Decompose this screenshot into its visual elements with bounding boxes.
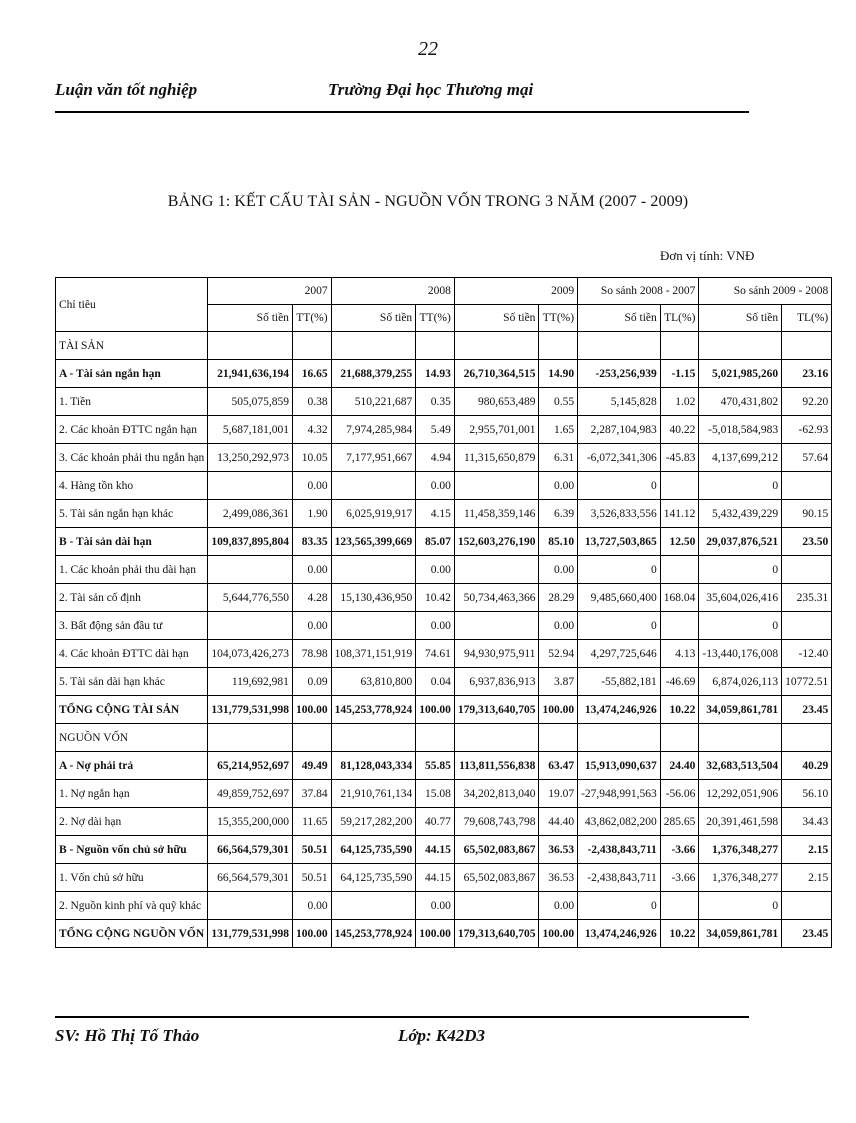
table-cell: 6.39 xyxy=(539,500,578,528)
table-cell: 0.00 xyxy=(292,892,331,920)
table-cell: 0.00 xyxy=(416,472,455,500)
asset-capital-table xyxy=(55,277,832,948)
table-cell: 152,603,276,190 xyxy=(454,528,539,556)
table-cell: 65,502,083,867 xyxy=(454,836,539,864)
table-cell: 0 xyxy=(578,556,661,584)
section-label: NGUỒN VỐN xyxy=(56,724,208,752)
table-row xyxy=(56,500,832,528)
table-cell xyxy=(331,724,416,752)
table-cell: 1,376,348,277 xyxy=(699,864,782,892)
table-cell: 2,955,701,001 xyxy=(454,416,539,444)
table-row xyxy=(56,920,832,948)
table-cell: 123,565,399,669 xyxy=(331,528,416,556)
table-cell: 85.10 xyxy=(539,528,578,556)
table-cell: 100.00 xyxy=(539,696,578,724)
table-cell: 43,862,082,200 xyxy=(578,808,661,836)
row-label: 5. Tài sản ngắn hạn khác xyxy=(56,500,208,528)
table-cell: 10.42 xyxy=(416,584,455,612)
header-indicator: Chỉ tiêu xyxy=(56,278,208,332)
table-cell: 44.15 xyxy=(416,836,455,864)
table-row xyxy=(56,640,832,668)
table-cell: 13,474,246,926 xyxy=(578,920,661,948)
table-cell: -27,948,991,563 xyxy=(578,780,661,808)
table-row xyxy=(56,808,832,836)
table-cell: 141.12 xyxy=(660,500,699,528)
table-cell: 2.15 xyxy=(782,864,832,892)
table-cell: 55.85 xyxy=(416,752,455,780)
table-cell: 1.02 xyxy=(660,388,699,416)
table-cell: 109,837,895,804 xyxy=(208,528,293,556)
table-cell xyxy=(782,892,832,920)
table-cell xyxy=(331,556,416,584)
table-cell xyxy=(208,892,293,920)
table-cell: 9,485,660,400 xyxy=(578,584,661,612)
table-cell: 100.00 xyxy=(539,920,578,948)
table-cell: 10.05 xyxy=(292,444,331,472)
table-cell: 4.13 xyxy=(660,640,699,668)
table-cell: 0.00 xyxy=(539,612,578,640)
header-group-compare-2008-2007: So sánh 2008 - 2007 xyxy=(578,278,699,305)
table-cell: 66,564,579,301 xyxy=(208,864,293,892)
table-cell: 131,779,531,998 xyxy=(208,696,293,724)
table-cell: 100.00 xyxy=(416,696,455,724)
unit-note: Đơn vị tính: VNĐ xyxy=(660,248,755,263)
table-cell: 13,727,503,865 xyxy=(578,528,661,556)
table-cell: 20,391,461,598 xyxy=(699,808,782,836)
header-group-2008: 2008 xyxy=(331,278,454,305)
table-cell: 6,937,836,913 xyxy=(454,668,539,696)
table-cell: 37.84 xyxy=(292,780,331,808)
subheader-cell: TL(%) xyxy=(660,305,699,332)
table-cell: 12,292,051,906 xyxy=(699,780,782,808)
row-label: TỔNG CỘNG TÀI SẢN xyxy=(56,696,208,724)
table-cell: 179,313,640,705 xyxy=(454,696,539,724)
table-cell xyxy=(292,724,331,752)
table-cell: 0 xyxy=(699,892,782,920)
header-university: Trường Đại học Thương mại xyxy=(328,80,534,99)
table-cell: -56.06 xyxy=(660,780,699,808)
table-cell: 21,910,761,134 xyxy=(331,780,416,808)
table-cell: 1,376,348,277 xyxy=(699,836,782,864)
table-cell: 10772.51 xyxy=(782,668,832,696)
table-cell: 4.28 xyxy=(292,584,331,612)
table-cell: 100.00 xyxy=(416,920,455,948)
table-cell: 36.53 xyxy=(539,864,578,892)
table-cell: 23.45 xyxy=(782,920,832,948)
table-cell xyxy=(539,332,578,360)
table-cell: 0.38 xyxy=(292,388,331,416)
table-cell: 65,502,083,867 xyxy=(454,864,539,892)
table-cell xyxy=(782,612,832,640)
table-cell: 15,355,200,000 xyxy=(208,808,293,836)
subheader-cell: Số tiền xyxy=(454,305,539,332)
table-cell: 4,137,699,212 xyxy=(699,444,782,472)
table-cell: -3.66 xyxy=(660,864,699,892)
table-cell: 4,297,725,646 xyxy=(578,640,661,668)
section-label: TÀI SẢN xyxy=(56,332,208,360)
table-cell: 83.35 xyxy=(292,528,331,556)
table-cell: 5,644,776,550 xyxy=(208,584,293,612)
table-cell: 21,688,379,255 xyxy=(331,360,416,388)
table-cell: 78.98 xyxy=(292,640,331,668)
table-cell xyxy=(660,724,699,752)
table-cell: 64,125,735,590 xyxy=(331,864,416,892)
row-label: 1. Nợ ngắn hạn xyxy=(56,780,208,808)
table-cell: 52.94 xyxy=(539,640,578,668)
table-cell: -46.69 xyxy=(660,668,699,696)
table-cell: 4.32 xyxy=(292,416,331,444)
table-cell: 3,526,833,556 xyxy=(578,500,661,528)
table-cell xyxy=(699,724,782,752)
table-title: BẢNG 1: KẾT CẤU TÀI SẢN - NGUỒN VỐN TRONG 3 NĂM (2007 - 2009) xyxy=(167,193,689,210)
table-cell xyxy=(331,332,416,360)
row-label: 1. Vốn chủ sở hữu xyxy=(56,864,208,892)
table-cell: 64,125,735,590 xyxy=(331,836,416,864)
table-body xyxy=(56,332,832,948)
table-cell: 15,130,436,950 xyxy=(331,584,416,612)
table-cell: 510,221,687 xyxy=(331,388,416,416)
table-row xyxy=(56,724,832,752)
table-cell xyxy=(208,612,293,640)
table-row xyxy=(56,780,832,808)
table-cell: 1.90 xyxy=(292,500,331,528)
table-row xyxy=(56,892,832,920)
row-label: A - Nợ phải trả xyxy=(56,752,208,780)
table-cell xyxy=(331,472,416,500)
table-cell: 14.90 xyxy=(539,360,578,388)
table-cell: 10.22 xyxy=(660,696,699,724)
table-cell: 285.65 xyxy=(660,808,699,836)
table-row xyxy=(56,864,832,892)
table-cell: -5,018,584,983 xyxy=(699,416,782,444)
table-cell: 6,874,026,113 xyxy=(699,668,782,696)
table-cell: 74.61 xyxy=(416,640,455,668)
page-number: 22 xyxy=(418,38,438,60)
table-cell xyxy=(578,724,661,752)
table-cell: 1.65 xyxy=(539,416,578,444)
table-cell: 470,431,802 xyxy=(699,388,782,416)
table-row xyxy=(56,332,832,360)
footer-divider xyxy=(55,1016,749,1018)
row-label: 2. Nợ dài hạn xyxy=(56,808,208,836)
header-group-2007: 2007 xyxy=(208,278,331,305)
table-cell: 63,810,800 xyxy=(331,668,416,696)
table-cell: 168.04 xyxy=(660,584,699,612)
table-cell: 5,021,985,260 xyxy=(699,360,782,388)
table-cell: 131,779,531,998 xyxy=(208,920,293,948)
table-cell: 36.53 xyxy=(539,836,578,864)
table-cell: 15.08 xyxy=(416,780,455,808)
table-cell: 2,287,104,983 xyxy=(578,416,661,444)
row-label: 4. Hàng tồn kho xyxy=(56,472,208,500)
table-cell: 5.49 xyxy=(416,416,455,444)
table-row xyxy=(56,584,832,612)
table-cell xyxy=(454,472,539,500)
table-cell: 57.64 xyxy=(782,444,832,472)
table-cell: -6,072,341,306 xyxy=(578,444,661,472)
row-label: 2. Nguồn kinh phí và quỹ khác xyxy=(56,892,208,920)
table-cell: 4.15 xyxy=(416,500,455,528)
table-cell xyxy=(454,332,539,360)
header-group-compare-2009-2008: So sánh 2009 - 2008 xyxy=(699,278,832,305)
table-cell: 0.00 xyxy=(539,892,578,920)
table-cell xyxy=(539,724,578,752)
table-cell xyxy=(660,332,699,360)
row-label: 3. Các khoản phải thu ngắn hạn xyxy=(56,444,208,472)
table-cell: 23.16 xyxy=(782,360,832,388)
table-cell xyxy=(416,724,455,752)
table-cell: 179,313,640,705 xyxy=(454,920,539,948)
row-label: A - Tài sản ngắn hạn xyxy=(56,360,208,388)
table-cell: 10.22 xyxy=(660,920,699,948)
header-divider xyxy=(55,111,749,113)
table-cell xyxy=(208,556,293,584)
table-cell: 11,315,650,879 xyxy=(454,444,539,472)
table-cell: 13,250,292,973 xyxy=(208,444,293,472)
table-cell xyxy=(699,332,782,360)
table-cell xyxy=(416,332,455,360)
table-cell xyxy=(292,332,331,360)
table-cell xyxy=(331,892,416,920)
table-cell: 505,075,859 xyxy=(208,388,293,416)
table-cell: 145,253,778,924 xyxy=(331,920,416,948)
header-group-2009: 2009 xyxy=(454,278,577,305)
table-row xyxy=(56,612,832,640)
table-cell xyxy=(208,332,293,360)
row-label: B - Tài sản dài hạn xyxy=(56,528,208,556)
table-cell: 100.00 xyxy=(292,696,331,724)
table-header-row-groups xyxy=(56,278,832,305)
table-cell: 104,073,426,273 xyxy=(208,640,293,668)
table-cell: 235.31 xyxy=(782,584,832,612)
table-row xyxy=(56,444,832,472)
table-row xyxy=(56,388,832,416)
table-cell: 0.00 xyxy=(539,472,578,500)
table-cell: 23.50 xyxy=(782,528,832,556)
row-label: 5. Tài sản dài hạn khác xyxy=(56,668,208,696)
table-cell: 79,608,743,798 xyxy=(454,808,539,836)
table-cell: 108,371,151,919 xyxy=(331,640,416,668)
table-cell xyxy=(454,724,539,752)
table-cell: 66,564,579,301 xyxy=(208,836,293,864)
table-cell xyxy=(782,472,832,500)
table-cell: 44.40 xyxy=(539,808,578,836)
table-row xyxy=(56,528,832,556)
table-cell: 50,734,463,366 xyxy=(454,584,539,612)
table-cell xyxy=(331,612,416,640)
footer-class: Lớp: K42D3 xyxy=(398,1026,486,1045)
table-cell: 56.10 xyxy=(782,780,832,808)
table-cell xyxy=(660,472,699,500)
table-cell: 50.51 xyxy=(292,836,331,864)
table-cell: 119,692,981 xyxy=(208,668,293,696)
table-cell: 26,710,364,515 xyxy=(454,360,539,388)
table-cell: 0 xyxy=(578,612,661,640)
table-cell: 94,930,975,911 xyxy=(454,640,539,668)
table-cell xyxy=(208,472,293,500)
table-cell xyxy=(454,612,539,640)
header-thesis-label: Luận văn tốt nghiệp xyxy=(55,80,198,99)
table-cell: 32,683,513,504 xyxy=(699,752,782,780)
table-cell: 34,059,861,781 xyxy=(699,920,782,948)
table-cell: 0.00 xyxy=(416,612,455,640)
table-cell: -55,882,181 xyxy=(578,668,661,696)
table-cell xyxy=(782,556,832,584)
table-cell: 34,202,813,040 xyxy=(454,780,539,808)
table-row xyxy=(56,472,832,500)
table-cell: 0.00 xyxy=(292,472,331,500)
table-cell xyxy=(782,724,832,752)
table-cell: 5,145,828 xyxy=(578,388,661,416)
table-cell: 13,474,246,926 xyxy=(578,696,661,724)
subheader-cell: TL(%) xyxy=(782,305,832,332)
table-cell: 6.31 xyxy=(539,444,578,472)
subheader-cell: Số tiền xyxy=(578,305,661,332)
table-cell: 2.15 xyxy=(782,836,832,864)
table-cell: 0 xyxy=(699,556,782,584)
table-cell: 50.51 xyxy=(292,864,331,892)
table-cell: 113,811,556,838 xyxy=(454,752,539,780)
subheader-cell: TT(%) xyxy=(539,305,578,332)
row-label: TỔNG CỘNG NGUỒN VỐN xyxy=(56,920,208,948)
table-cell: -253,256,939 xyxy=(578,360,661,388)
table-cell: 100.00 xyxy=(292,920,331,948)
table-cell xyxy=(660,612,699,640)
table-cell: 2,499,086,361 xyxy=(208,500,293,528)
table-cell: 0 xyxy=(578,892,661,920)
table-cell: 5,687,181,001 xyxy=(208,416,293,444)
table-cell: 29,037,876,521 xyxy=(699,528,782,556)
subheader-cell: TT(%) xyxy=(292,305,331,332)
footer-student: SV: Hồ Thị Tố Thảo xyxy=(55,1026,200,1045)
table-row xyxy=(56,416,832,444)
subheader-cell: TT(%) xyxy=(416,305,455,332)
table-cell: 85.07 xyxy=(416,528,455,556)
table-cell: 49.49 xyxy=(292,752,331,780)
table-cell: 40.22 xyxy=(660,416,699,444)
table-cell: 11,458,359,146 xyxy=(454,500,539,528)
table-cell: 11.65 xyxy=(292,808,331,836)
table-cell: 14.93 xyxy=(416,360,455,388)
table-cell: -12.40 xyxy=(782,640,832,668)
table-cell: 34.43 xyxy=(782,808,832,836)
table-cell: 0.00 xyxy=(539,556,578,584)
row-label: 1. Các khoản phải thu dài hạn xyxy=(56,556,208,584)
table-cell: 19.07 xyxy=(539,780,578,808)
table-cell: -62.93 xyxy=(782,416,832,444)
table-cell: 0.09 xyxy=(292,668,331,696)
table-row xyxy=(56,696,832,724)
table-row xyxy=(56,668,832,696)
table-cell: 81,128,043,334 xyxy=(331,752,416,780)
table-cell xyxy=(578,332,661,360)
row-label: 1. Tiền xyxy=(56,388,208,416)
row-label: 2. Tài sản cố định xyxy=(56,584,208,612)
table-cell: 7,177,951,667 xyxy=(331,444,416,472)
table-cell xyxy=(660,556,699,584)
table-cell: 0.00 xyxy=(292,612,331,640)
table-cell xyxy=(208,724,293,752)
table-cell: 0 xyxy=(578,472,661,500)
table-cell: -2,438,843,711 xyxy=(578,864,661,892)
subheader-cell: Số tiền xyxy=(699,305,782,332)
table-cell: -1.15 xyxy=(660,360,699,388)
table-cell xyxy=(454,892,539,920)
table-cell: -3.66 xyxy=(660,836,699,864)
table-cell: 0.35 xyxy=(416,388,455,416)
table-cell: 0 xyxy=(699,472,782,500)
table-cell: 980,653,489 xyxy=(454,388,539,416)
table-row xyxy=(56,360,832,388)
table-cell xyxy=(454,556,539,584)
table-cell: 3.87 xyxy=(539,668,578,696)
row-label: B - Nguồn vốn chủ sở hữu xyxy=(56,836,208,864)
table-row xyxy=(56,752,832,780)
table-cell: 28.29 xyxy=(539,584,578,612)
table-cell: -13,440,176,008 xyxy=(699,640,782,668)
table-cell: 4.94 xyxy=(416,444,455,472)
row-label: 4. Các khoản ĐTTC dài hạn xyxy=(56,640,208,668)
table-cell: -2,438,843,711 xyxy=(578,836,661,864)
table-cell: 7,974,285,984 xyxy=(331,416,416,444)
table-cell: 0 xyxy=(699,612,782,640)
table-cell: 35,604,026,416 xyxy=(699,584,782,612)
subheader-cell: Số tiền xyxy=(331,305,416,332)
table-cell: 23.45 xyxy=(782,696,832,724)
table-cell xyxy=(782,332,832,360)
table-cell: 15,913,090,637 xyxy=(578,752,661,780)
table-cell: 0.55 xyxy=(539,388,578,416)
table-cell: 5,432,439,229 xyxy=(699,500,782,528)
table-cell: 0.00 xyxy=(416,892,455,920)
table-cell: 49,859,752,697 xyxy=(208,780,293,808)
table-cell: 145,253,778,924 xyxy=(331,696,416,724)
table-cell: 40.29 xyxy=(782,752,832,780)
table-cell: 0.00 xyxy=(292,556,331,584)
table-cell: 0.00 xyxy=(416,556,455,584)
table-cell: 65,214,952,697 xyxy=(208,752,293,780)
row-label: 2. Các khoản ĐTTC ngắn hạn xyxy=(56,416,208,444)
table-cell: 40.77 xyxy=(416,808,455,836)
table-cell xyxy=(660,892,699,920)
table-cell: 90.15 xyxy=(782,500,832,528)
table-row xyxy=(56,556,832,584)
table-cell: 24.40 xyxy=(660,752,699,780)
table-cell: 0.04 xyxy=(416,668,455,696)
table-cell: 21,941,636,194 xyxy=(208,360,293,388)
table-cell: 16.65 xyxy=(292,360,331,388)
table-cell: 34,059,861,781 xyxy=(699,696,782,724)
table-cell: 59,217,282,200 xyxy=(331,808,416,836)
table-cell: 12.50 xyxy=(660,528,699,556)
table-cell: -45.83 xyxy=(660,444,699,472)
table-cell: 92.20 xyxy=(782,388,832,416)
table-cell: 63.47 xyxy=(539,752,578,780)
row-label: 3. Bất động sản đầu tư xyxy=(56,612,208,640)
table-row xyxy=(56,836,832,864)
table-cell: 6,025,919,917 xyxy=(331,500,416,528)
table-cell: 44.15 xyxy=(416,864,455,892)
subheader-cell: Số tiền xyxy=(208,305,293,332)
